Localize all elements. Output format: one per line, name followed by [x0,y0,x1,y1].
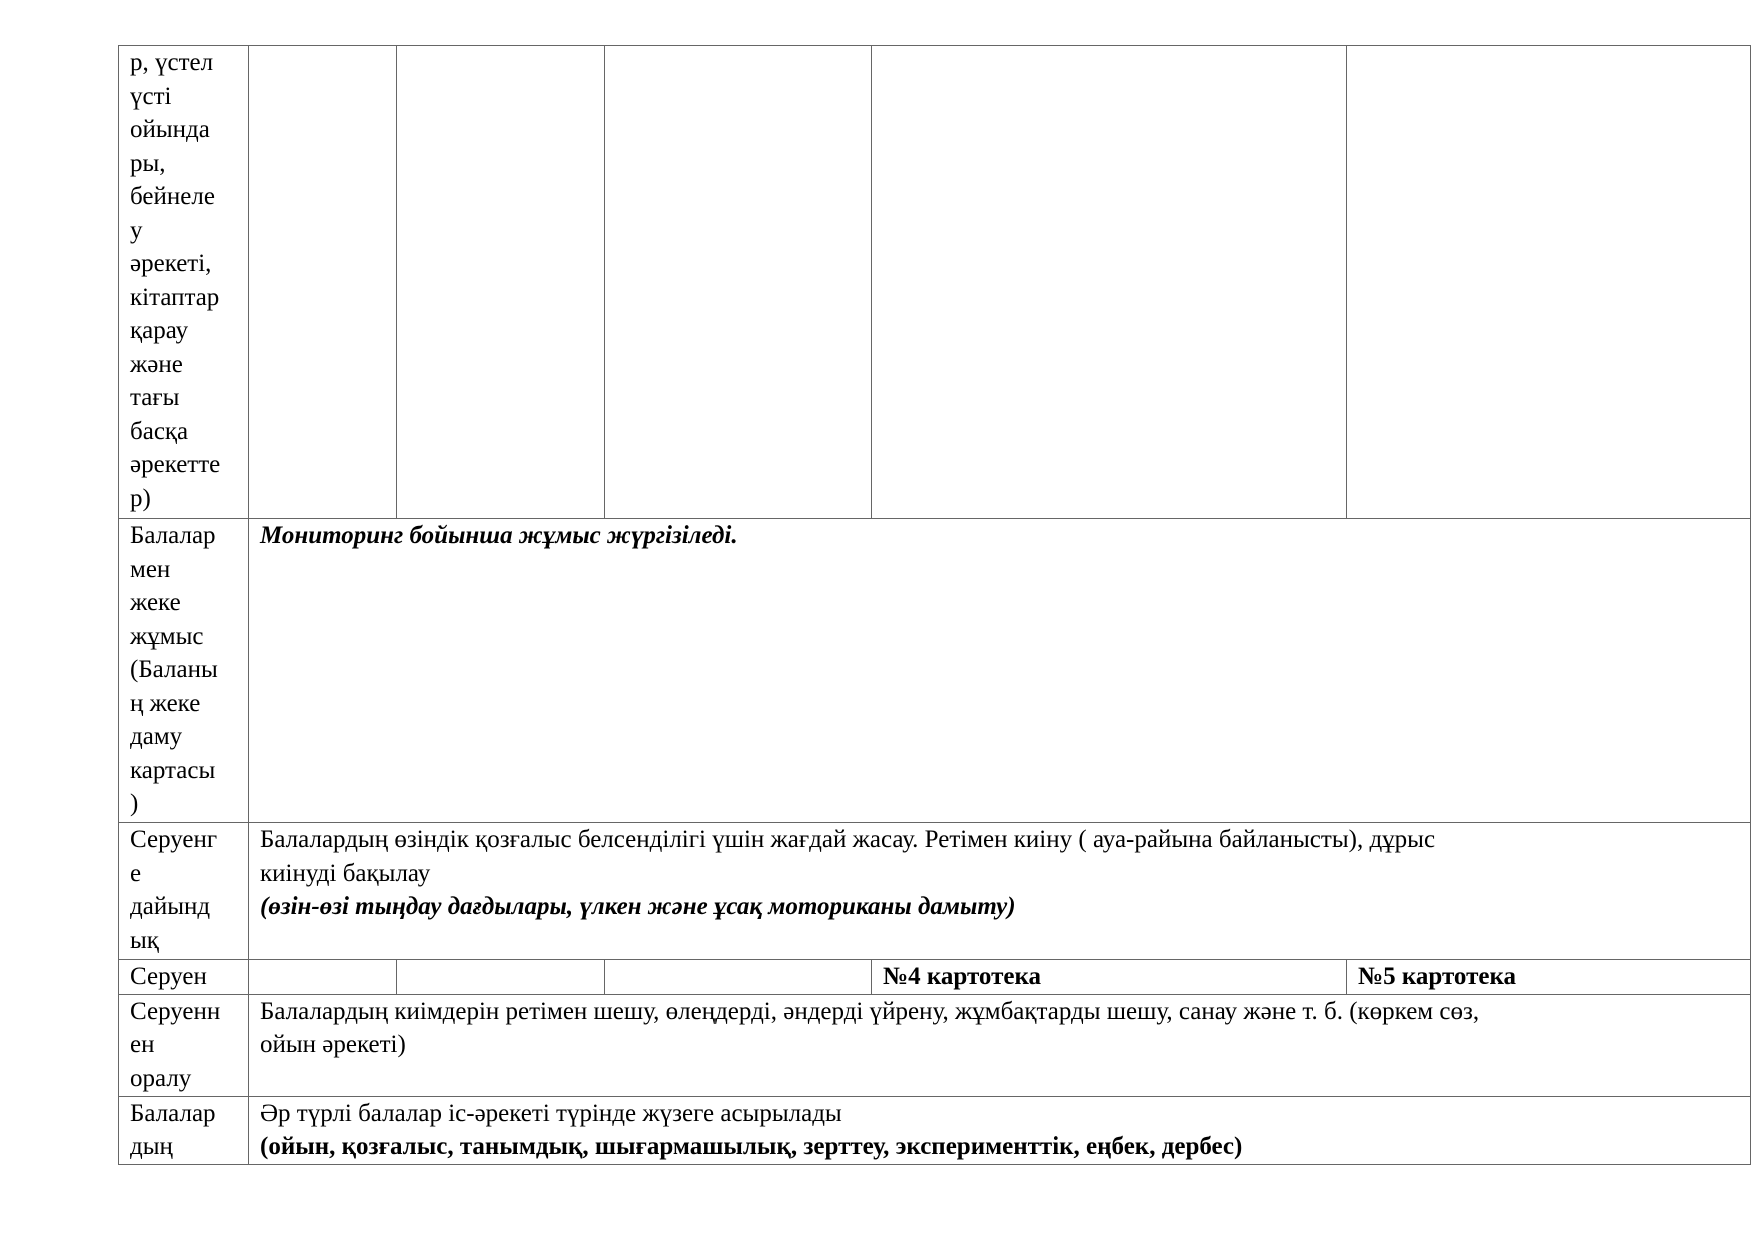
cell-empty [397,46,605,519]
row-label-games: р, үстел үсті ойында ры, бейнеле у әрекеті, кітаптар қарау және тағы басқа әрекетте р) [119,46,249,519]
table-row-walk [119,960,1751,995]
table-row-individual-work [119,519,1751,823]
cell-empty [605,960,872,995]
row-label-independent-activity: Балалар дың [119,1096,249,1164]
cell-empty [397,960,605,995]
table-row-walk-preparation [119,823,1751,960]
cell-individual-work [249,519,1751,823]
walk-prep-line-1: Балалардың өзіндік қозғалыс белсенділігі үшін жағдай жасау. Ретімен киіну ( ауа-райына байланысты), дұрыс [260,826,1436,853]
cell-empty [1347,46,1751,519]
walk-prep-skills: (өзін-өзі тыңдау дағдылары, үлкен және ұсақ моториканы дамыту) [260,893,1016,920]
table-row-return-from-walk [119,994,1751,1096]
walk-prep-line-2: киінуді бақылау [260,859,431,887]
cell-walk-preparation [249,823,1751,960]
return-line-2: ойын әрекеті) [260,1031,406,1058]
cell-return-from-walk [249,994,1751,1096]
independent-line-1: Әр түрлі балалар іс-әрекеті түрінде жүзеге асырылады [260,1099,842,1127]
daily-plan-table [118,45,1751,1165]
cell-independent-activity [249,1096,1751,1164]
table-row-independent-activity [119,1096,1751,1164]
card-file-5: №5 картотека [1347,960,1751,995]
table-row-games [119,46,1751,519]
monitoring-text: Мониторинг бойынша жұмыс жүргізіледі. [260,522,738,549]
row-label-individual-work: Балалар мен жеке жұмыс (Баланы ң жеке даму картасы ) [119,519,249,823]
card-file-4: №4 картотека [872,960,1347,995]
cell-empty [605,46,872,519]
cell-empty [249,960,397,995]
return-line-1: Балалардың киімдерін ретімен шешу, өлеңдерді, әндерді үйрену, жұмбақтарды шешу, санау және т. б. (көркем сөз, [260,997,1480,1025]
cell-empty [249,46,397,519]
row-label-return-from-walk: Серуенн ен оралу [119,994,249,1096]
row-label-walk-preparation: Серуенг е дайынд ық [119,823,249,960]
independent-activity-types: (ойын, қозғалыс, танымдық, шығармашылық, зерттеу, эксперименттік, еңбек, дербес) [260,1133,1243,1160]
cell-empty [872,46,1347,519]
row-label-walk: Серуен [119,960,249,995]
